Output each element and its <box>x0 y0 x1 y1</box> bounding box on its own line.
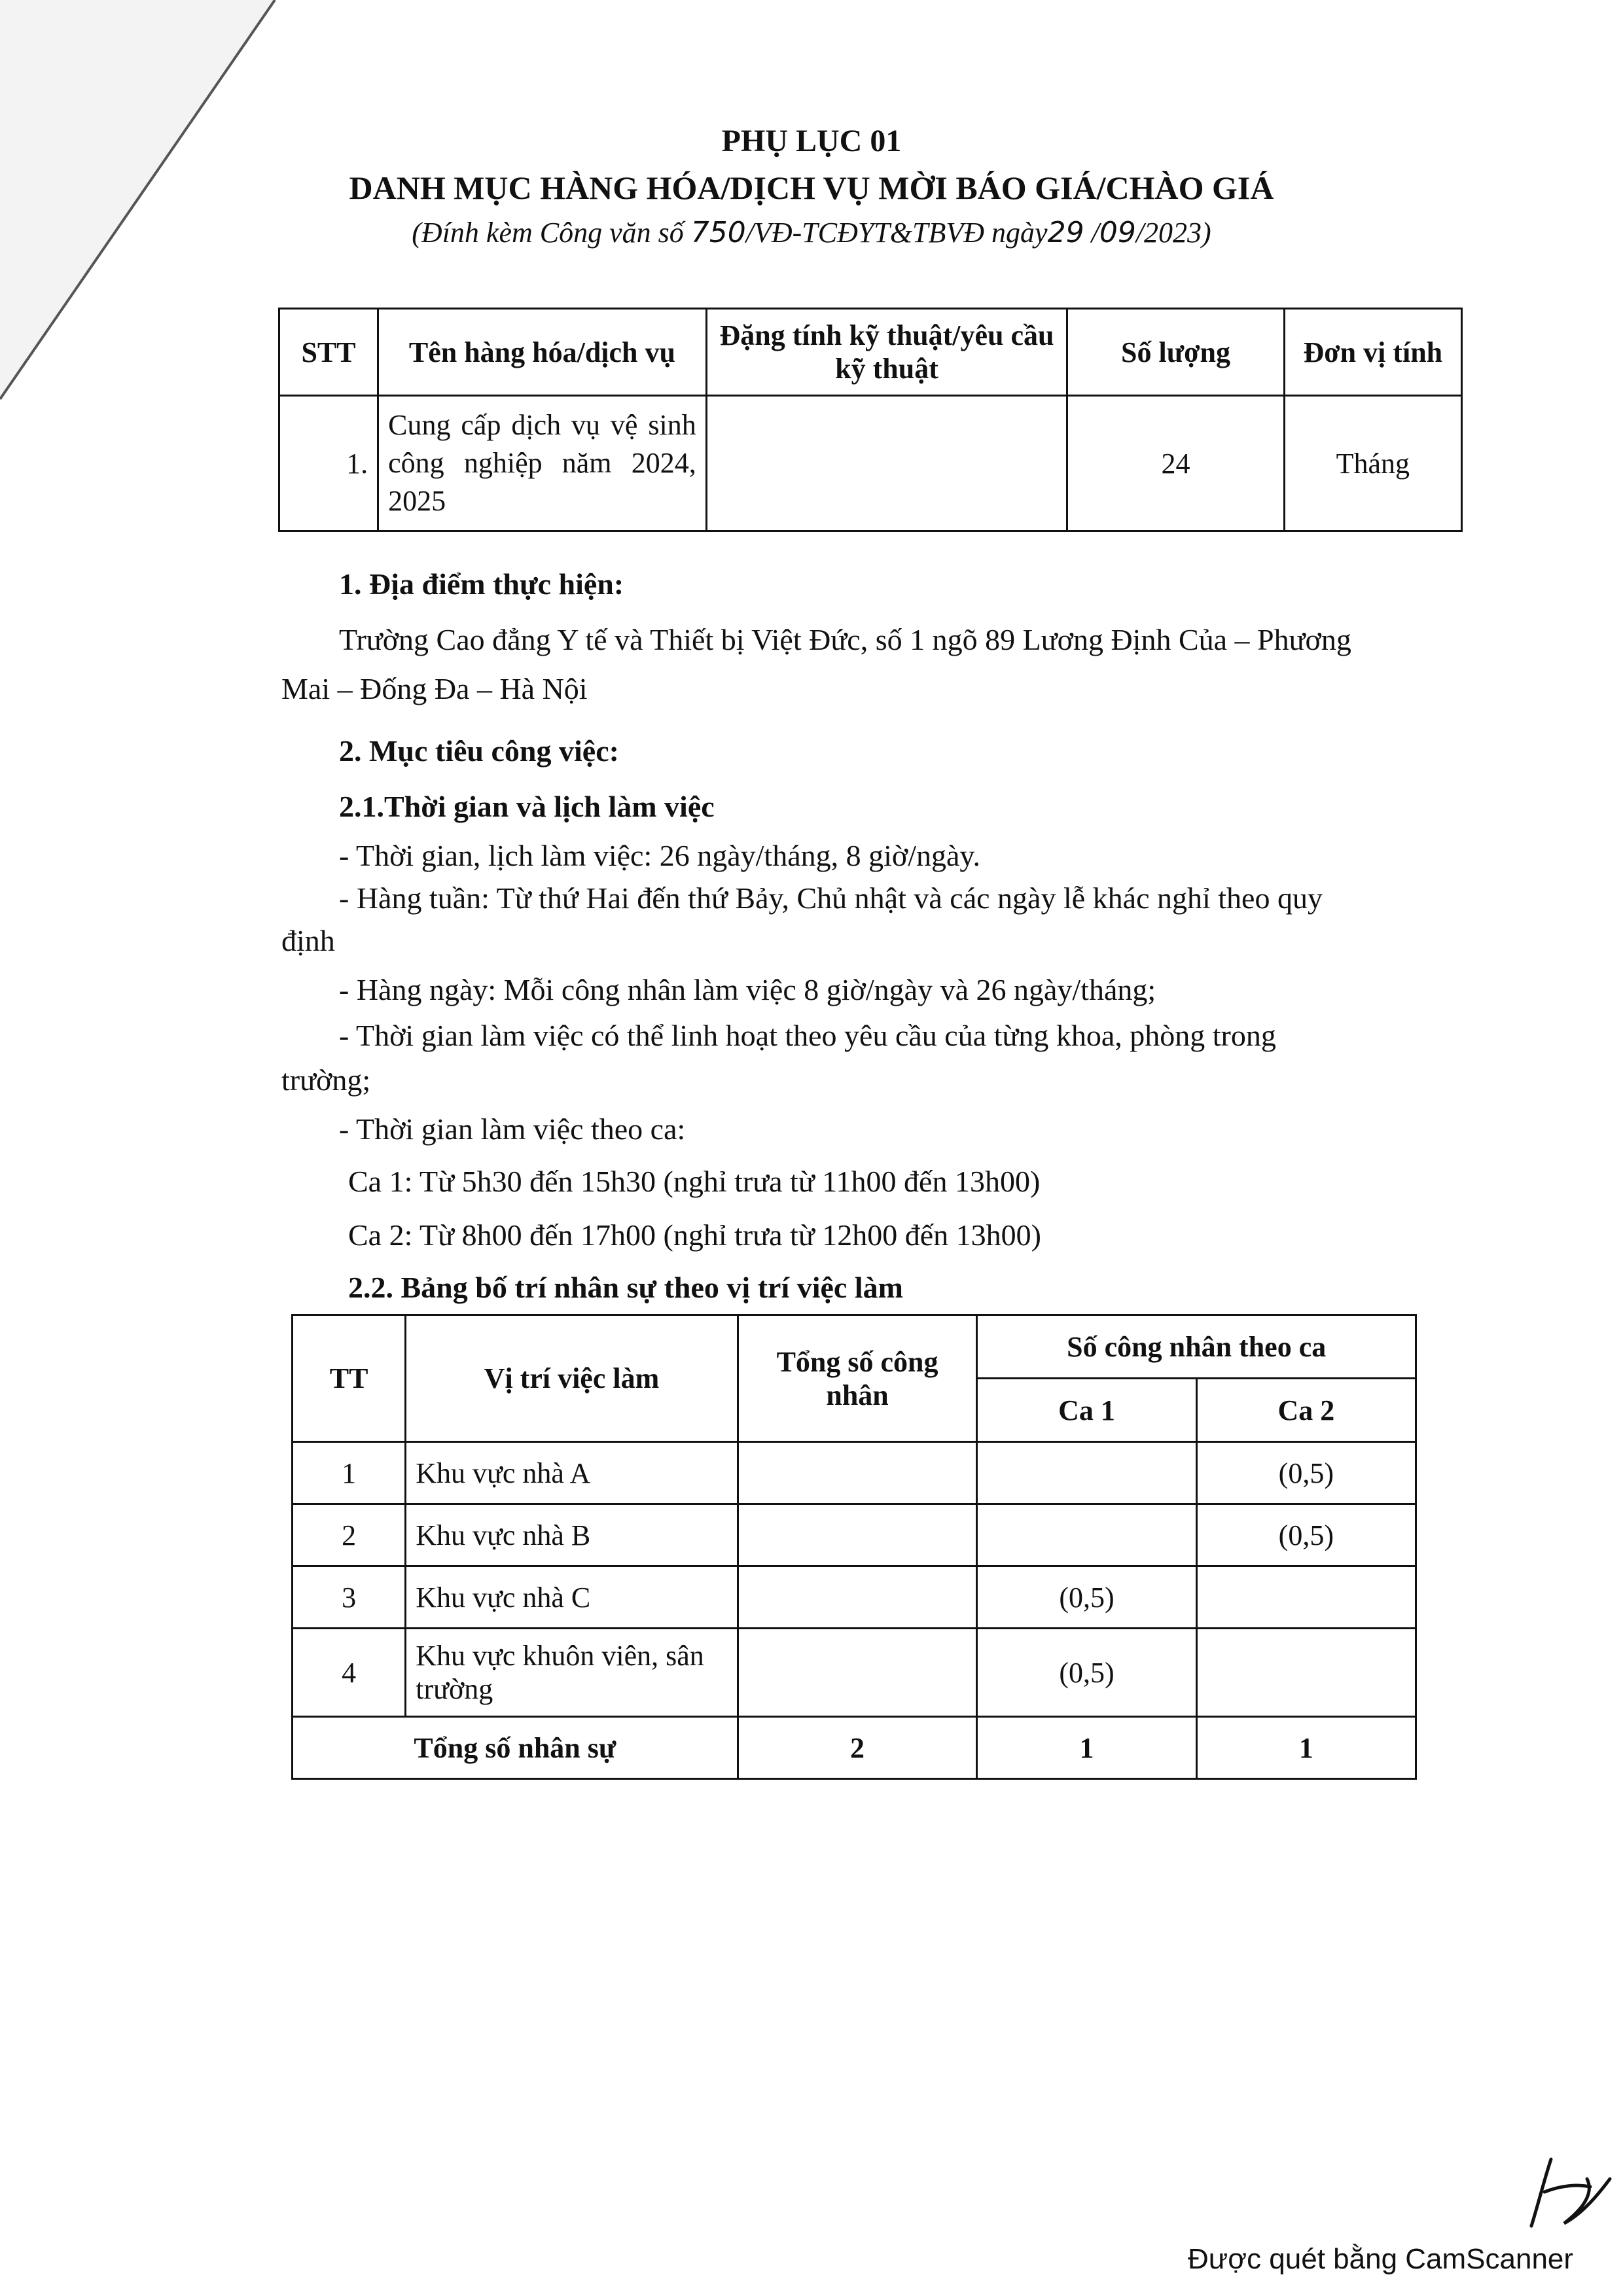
schedule-bullet-2-cont: định <box>281 924 335 957</box>
header-total-workers: Tổng số công nhân <box>738 1315 977 1442</box>
cell-tt: 3 <box>293 1566 406 1629</box>
shift-2-description: Ca 2: Từ 8h00 đến 17h00 (nghỉ trưa từ 12h00 đến 13h00) <box>348 1218 1041 1252</box>
row-stt: 1. <box>279 396 378 531</box>
table-row <box>279 396 1462 531</box>
total-label: Tổng số nhân sự <box>293 1717 738 1779</box>
table-header-row <box>279 309 1462 396</box>
total-workers: 2 <box>738 1717 977 1779</box>
cell-total <box>738 1504 977 1566</box>
shift-1-description: Ca 1: Từ 5h30 đến 15h30 (nghỉ trưa từ 11h00 đến 13h00) <box>348 1165 1041 1198</box>
cell-total <box>738 1566 977 1629</box>
header-stt: STT <box>279 309 378 396</box>
header-tt: TT <box>293 1315 406 1442</box>
table-row <box>293 1442 1416 1504</box>
reference-year: /2023) <box>1135 217 1211 249</box>
cell-shift-1: (0,5) <box>977 1629 1196 1717</box>
schedule-bullet-3: - Hàng ngày: Mỗi công nhân làm việc 8 giờ/ngày và 26 ngày/tháng; <box>339 973 1156 1006</box>
cell-tt: 1 <box>293 1442 406 1504</box>
staffing-table <box>291 1314 1417 1780</box>
header-shift-2: Ca 2 <box>1196 1379 1416 1442</box>
handwritten-day: 29 <box>1047 216 1084 249</box>
row-specification <box>706 396 1067 531</box>
staffing-subheading: 2.2. Bảng bố trí nhân sự theo vị trí việc làm <box>348 1271 903 1304</box>
schedule-bullet-5: - Thời gian làm việc theo ca: <box>339 1112 686 1146</box>
cell-shift-2: (0,5) <box>1196 1504 1416 1566</box>
header-specification: Đặng tính kỹ thuật/yêu cầu kỹ thuật <box>706 309 1067 396</box>
schedule-bullet-2: - Hàng tuần: Từ thứ Hai đến thứ Bảy, Chủ nhật và các ngày lễ khác nghỉ theo quy <box>339 881 1323 915</box>
header-quantity: Số lượng <box>1067 309 1284 396</box>
table-total-row <box>293 1717 1416 1779</box>
row-item-name: Cung cấp dịch vụ vệ sinh công nghiệp năm 2024, 2025 <box>378 396 707 531</box>
schedule-bullet-1: - Thời gian, lịch làm việc: 26 ngày/tháng, 8 giờ/ngày. <box>339 839 980 872</box>
header-shift-1: Ca 1 <box>977 1379 1196 1442</box>
handwritten-month: 09 <box>1099 216 1136 249</box>
cell-position: Khu vực khuôn viên, sân trường <box>406 1629 738 1717</box>
reference-prefix: (Đính kèm Công văn số <box>412 217 691 249</box>
cell-shift-1: (0,5) <box>977 1566 1196 1629</box>
goods-services-table <box>278 308 1463 532</box>
row-unit: Tháng <box>1284 396 1461 531</box>
date-separator: / <box>1084 217 1099 249</box>
handwritten-initials <box>1525 2153 1616 2231</box>
cell-shift-1 <box>977 1504 1196 1566</box>
handwritten-doc-number: 750 <box>690 216 746 249</box>
table-row <box>293 1566 1416 1629</box>
document-title: DANH MỤC HÀNG HÓA/DỊCH VỤ MỜI BÁO GIÁ/CHÀO GIÁ <box>349 169 1274 206</box>
cell-position: Khu vực nhà C <box>406 1566 738 1629</box>
schedule-bullet-4-cont: trường; <box>281 1063 371 1097</box>
cell-tt: 2 <box>293 1504 406 1566</box>
reference-mid: /VĐ-TCĐYT&TBVĐ ngày <box>745 217 1048 249</box>
cell-position: Khu vực nhà B <box>406 1504 738 1566</box>
table-row <box>293 1629 1416 1717</box>
cell-shift-1 <box>977 1442 1196 1504</box>
cell-position: Khu vực nhà A <box>406 1442 738 1504</box>
schedule-subheading: 2.1.Thời gian và lịch làm việc <box>339 790 715 823</box>
header-position: Vị trí việc làm <box>406 1315 738 1442</box>
cell-tt: 4 <box>293 1629 406 1717</box>
total-shift-2: 1 <box>1196 1717 1416 1779</box>
total-shift-1: 1 <box>977 1717 1196 1779</box>
cell-shift-2 <box>1196 1629 1416 1717</box>
scanner-watermark: Được quét bằng CamScanner <box>1188 2243 1574 2275</box>
location-line-2: Mai – Đống Đa – Hà Nội <box>281 672 588 705</box>
location-heading: 1. Địa điểm thực hiện: <box>339 567 624 601</box>
cell-total <box>738 1442 977 1504</box>
header-unit: Đơn vị tính <box>1284 309 1461 396</box>
appendix-title: PHỤ LỤC 01 <box>721 124 902 158</box>
table-row <box>293 1504 1416 1566</box>
objective-heading: 2. Mục tiêu công việc: <box>339 734 619 768</box>
cell-shift-2 <box>1196 1566 1416 1629</box>
cell-total <box>738 1629 977 1717</box>
row-quantity: 24 <box>1067 396 1284 531</box>
location-line-1: Trường Cao đẳng Y tế và Thiết bị Việt Đức, số 1 ngõ 89 Lương Định Của – Phương <box>339 623 1351 656</box>
attachment-reference <box>0 216 1623 249</box>
cell-shift-2: (0,5) <box>1196 1442 1416 1504</box>
header-workers-by-shift: Số công nhân theo ca <box>977 1315 1416 1379</box>
schedule-bullet-4: - Thời gian làm việc có thể linh hoạt theo yêu cầu của từng khoa, phòng trong <box>339 1019 1276 1052</box>
table-header-row <box>293 1315 1416 1379</box>
header-item-name: Tên hàng hóa/dịch vụ <box>378 309 707 396</box>
